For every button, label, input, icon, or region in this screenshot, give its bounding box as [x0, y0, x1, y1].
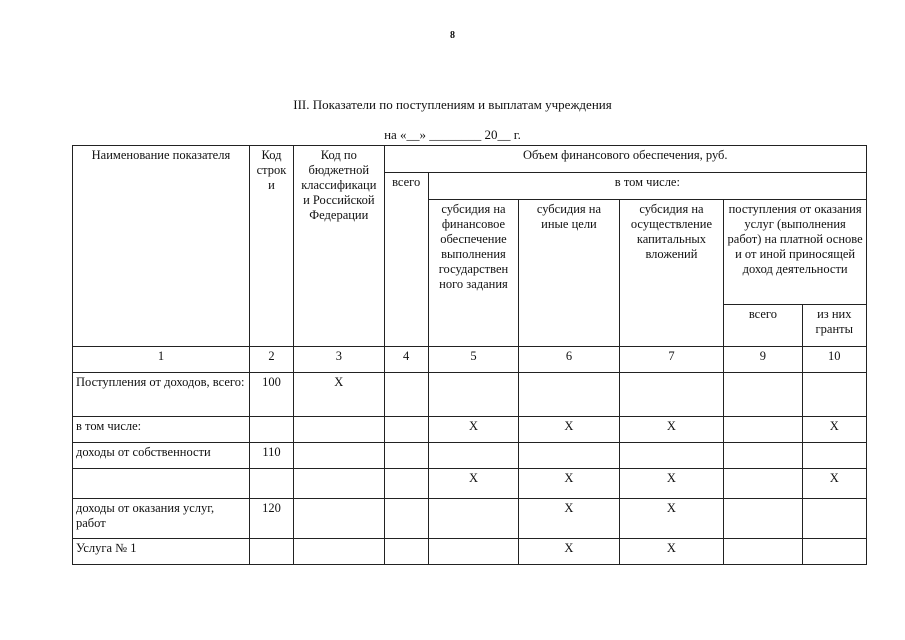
column-number: 9 [724, 347, 802, 373]
row-line-code [249, 539, 293, 565]
row-budget-code [294, 469, 384, 499]
row-paid-total [724, 443, 802, 469]
row-subsidy-other: X [519, 469, 620, 499]
row-paid-total [724, 417, 802, 443]
row-grants: X [802, 417, 866, 443]
section-title: III. Показатели по поступлениям и выплатам учреждения [293, 97, 612, 112]
row-subsidy-capital [619, 373, 724, 417]
row-line-code: 100 [249, 373, 293, 417]
row-indicator-name: доходы от оказания услуг, работ [73, 499, 250, 539]
report-date-line: на «__» ________ 20__ г. [384, 127, 521, 142]
row-indicator-name: доходы от собственности [73, 443, 250, 469]
row-grants: X [802, 469, 866, 499]
column-number: 3 [294, 347, 384, 373]
row-total [384, 373, 428, 417]
column-number: 1 [73, 347, 250, 373]
row-grants [802, 443, 866, 469]
column-number: 4 [384, 347, 428, 373]
column-number: 7 [619, 347, 724, 373]
row-indicator-name: Услуга № 1 [73, 539, 250, 565]
table-row [73, 373, 867, 417]
row-subsidy-state-task [428, 443, 518, 469]
header-grants: из них гранты [802, 305, 866, 347]
row-budget-code [294, 443, 384, 469]
row-total [384, 417, 428, 443]
row-subsidy-state-task [428, 373, 518, 417]
row-line-code: 120 [249, 499, 293, 539]
financial-indicators-table [72, 145, 867, 565]
row-budget-code [294, 539, 384, 565]
row-subsidy-other: X [519, 417, 620, 443]
row-grants [802, 539, 866, 565]
row-subsidy-other [519, 443, 620, 469]
table-row [73, 443, 867, 469]
row-indicator-name: в том числе: [73, 417, 250, 443]
row-total [384, 469, 428, 499]
table-row [73, 469, 867, 499]
table-row [73, 417, 867, 443]
header-paid-services: поступления от оказания услуг (выполнения работ) на платной основе и от иной приносящей доход деятельности [724, 200, 867, 305]
column-number: 5 [428, 347, 518, 373]
header-line-code: Код строк и [249, 146, 293, 347]
row-subsidy-capital: X [619, 499, 724, 539]
row-subsidy-capital: X [619, 417, 724, 443]
row-total [384, 539, 428, 565]
column-number-row [73, 347, 867, 373]
header-budget-code: Код по бюджетной классификаци и Российской Федерации [294, 146, 384, 347]
row-subsidy-state-task [428, 499, 518, 539]
row-line-code [249, 417, 293, 443]
row-budget-code [294, 417, 384, 443]
row-total [384, 443, 428, 469]
header-subsidy-state-task: субсидия на финансовое обеспечение выполнения государствен ного задания [428, 200, 518, 347]
header-paid-total: всего [724, 305, 802, 347]
row-budget-code [294, 499, 384, 539]
row-subsidy-capital: X [619, 469, 724, 499]
row-subsidy-other: X [519, 499, 620, 539]
column-number: 6 [519, 347, 620, 373]
row-total [384, 499, 428, 539]
row-line-code: 110 [249, 443, 293, 469]
row-grants [802, 499, 866, 539]
row-subsidy-state-task: X [428, 469, 518, 499]
row-indicator-name [73, 469, 250, 499]
column-number: 10 [802, 347, 866, 373]
row-subsidy-other [519, 373, 620, 417]
page-number: 8 [450, 30, 455, 41]
header-subsidy-capital: субсидия на осуществление капитальных вложений [619, 200, 724, 347]
row-budget-code: X [294, 373, 384, 417]
header-including: в том числе: [428, 173, 866, 200]
row-grants [802, 373, 866, 417]
row-paid-total [724, 499, 802, 539]
row-paid-total [724, 469, 802, 499]
header-indicator-name: Наименование показателя [73, 146, 250, 347]
row-paid-total [724, 539, 802, 565]
header-subsidy-other: субсидия на иные цели [519, 200, 620, 347]
column-number: 2 [249, 347, 293, 373]
row-subsidy-capital: X [619, 539, 724, 565]
row-subsidy-state-task: X [428, 417, 518, 443]
row-subsidy-state-task [428, 539, 518, 565]
table-row [73, 499, 867, 539]
row-paid-total [724, 373, 802, 417]
row-line-code [249, 469, 293, 499]
row-subsidy-capital [619, 443, 724, 469]
table-row [73, 539, 867, 565]
header-financing-volume: Объем финансового обеспечения, руб. [384, 146, 866, 173]
header-total: всего [384, 173, 428, 347]
row-indicator-name: Поступления от доходов, всего: [73, 373, 250, 417]
row-subsidy-other: X [519, 539, 620, 565]
